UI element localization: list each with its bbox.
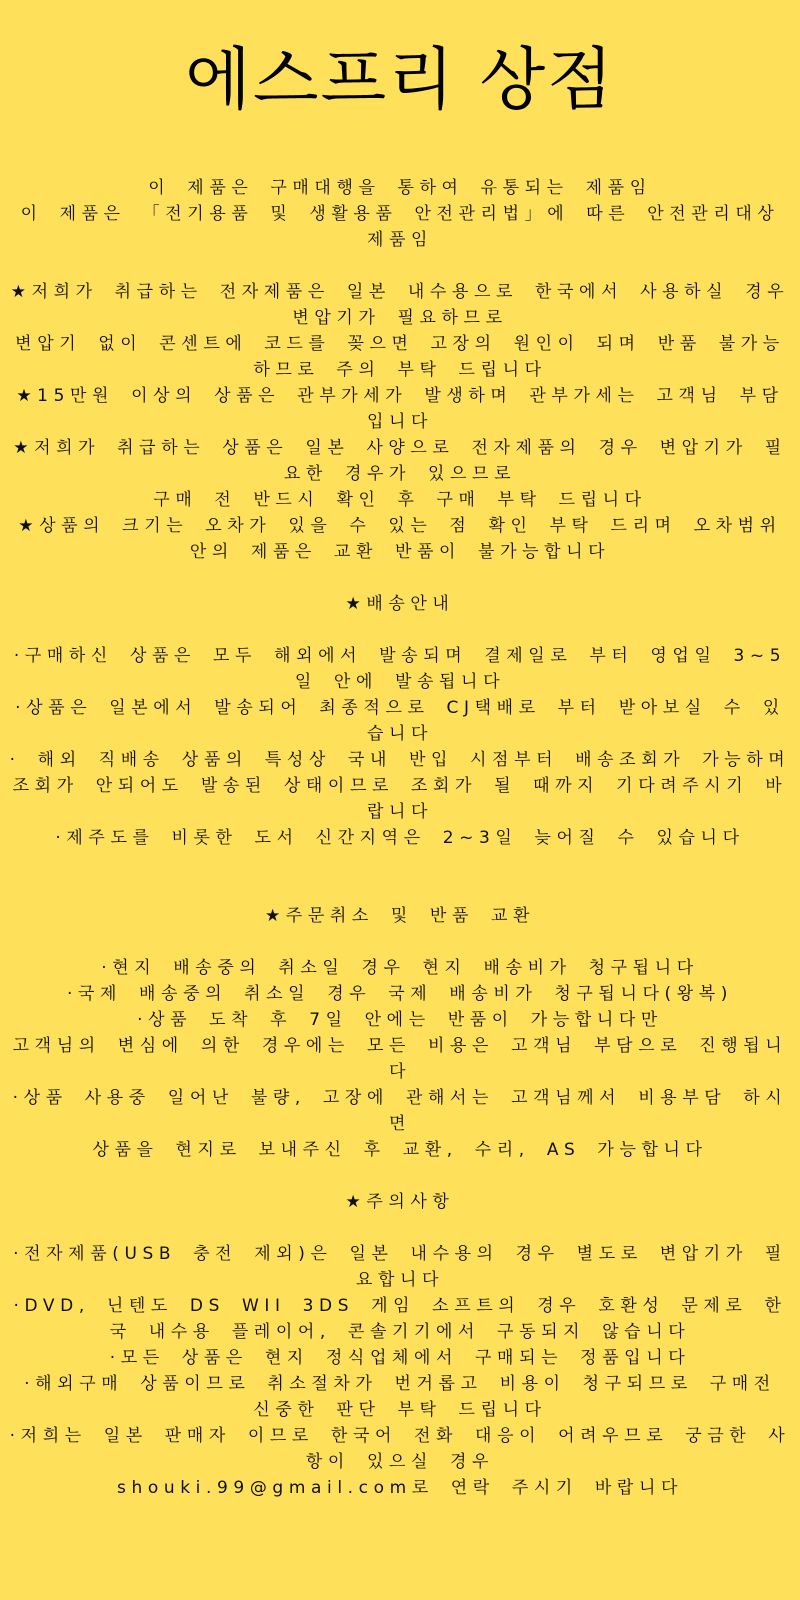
spacer: [8, 253, 792, 279]
shipping-item: ·상품은 일본에서 발송되어 최종적으로 CJ택배로 부터 받아보실 수 있습니다: [15, 698, 785, 744]
intro-line: 이 제품은 구매대행을 통하여 유통되는 제품임: [148, 178, 652, 198]
cancel-item: 상품을 현지로 보내주신 후 교환, 수리, AS 가능합니다: [92, 1140, 708, 1160]
notice-line: ★저희가 취급하는 전자제품은 일본 내수용으로 한국에서 사용하실 경우 변압기가 필요하므로: [10, 282, 790, 328]
caution-item: ·해외구매 상품이므로 취소절차가 번거롭고 비용이 청구되므로 구매전 신중한 판단 부탁 드립니다: [24, 1374, 776, 1420]
shipping-item: ·구매하신 상품은 모두 해외에서 발송되며 결제일로 부터 영업일 3~5일 안에 발송됩니다: [13, 646, 787, 692]
shipping-heading: ★배송안내: [345, 594, 455, 614]
shipping-item: ·제주도를 비롯한 도서 신간지역은 2~3일 늦어질 수 있습니다: [55, 828, 745, 848]
spacer: [8, 565, 792, 591]
caution-item: ·전자제품(USB 충전 제외)은 일본 내수용의 경우 별도로 변압기가 필요합니다: [13, 1244, 787, 1290]
notice-line: ★15만원 이상의 상품은 관부가세가 발생하며 관부가세는 고객님 부담입니다: [16, 386, 784, 432]
notice-body: [8, 175, 792, 1501]
intro-line: 이 제품은 「전기용품 및 생활용품 안전관리법」에 따른 안전관리대상 제품임: [20, 204, 780, 250]
notice-line: ★상품의 크기는 오차가 있을 수 있는 점 확인 부탁 드리며 오차범위 안의 제품은 교환 반품이 불가능합니다: [18, 516, 782, 562]
notice-line: 변압기 없이 콘센트에 코드를 꽂으면 고장의 원인이 되며 반품 불가능하므로 주의 부탁 드립니다: [15, 334, 785, 380]
spacer: [8, 851, 792, 903]
caution-heading: ★주의사항: [345, 1192, 455, 1212]
spacer: [8, 1215, 792, 1241]
spacer: [8, 929, 792, 955]
shipping-item: 조회가 안되어도 발송된 상태이므로 조회가 될 때까지 기다려주시기 바랍니다: [12, 776, 788, 822]
caution-item: ·DVD, 닌텐도 DS WII 3DS 게임 소프트의 경우 호환성 문제로 한국 내수용 플레이어, 콘솔기기에서 구동되지 않습니다: [13, 1296, 787, 1342]
cancel-item: ·현지 배송중의 취소일 경우 현지 배송비가 청구됩니다: [101, 958, 699, 978]
cancel-item: ·상품 사용중 일어난 불량, 고장에 관해서는 고객님께서 비용부담 하시면: [12, 1088, 788, 1134]
cancel-heading: ★주문취소 및 반품 교환: [264, 906, 536, 926]
cancel-item: ·국제 배송중의 취소일 경우 국제 배송비가 청구됩니다(왕복): [66, 984, 734, 1004]
spacer: [8, 617, 792, 643]
caution-item: ·모든 상품은 현지 정식업체에서 구매되는 정품입니다: [109, 1348, 691, 1368]
notice-line: 구매 전 반드시 확인 후 구매 부탁 드립니다: [153, 490, 647, 510]
store-title: 에스프리 상점: [185, 41, 615, 120]
shipping-item: · 해외 직배송 상품의 특성상 국내 반입 시점부터 배송조회가 가능하며: [9, 750, 791, 770]
spacer: [8, 1163, 792, 1189]
caution-item: ·저희는 일본 판매자 이므로 한국어 전화 대응이 어려우므로 궁금한 사항이 있으실 경우: [9, 1426, 791, 1472]
cancel-item: ·상품 도착 후 7일 안에는 반품이 가능합니다만: [137, 1010, 663, 1030]
notice-line: ★저희가 취급하는 상품은 일본 사양으로 전자제품의 경우 변압기가 필요한 경우가 있으므로: [13, 438, 787, 484]
cancel-item: 고객님의 변심에 의한 경우에는 모든 비용은 고객님 부담으로 진행됩니다: [12, 1036, 788, 1082]
contact-email-line: shouki.99@gmail.com로 연락 주시기 바랍니다: [117, 1478, 683, 1498]
